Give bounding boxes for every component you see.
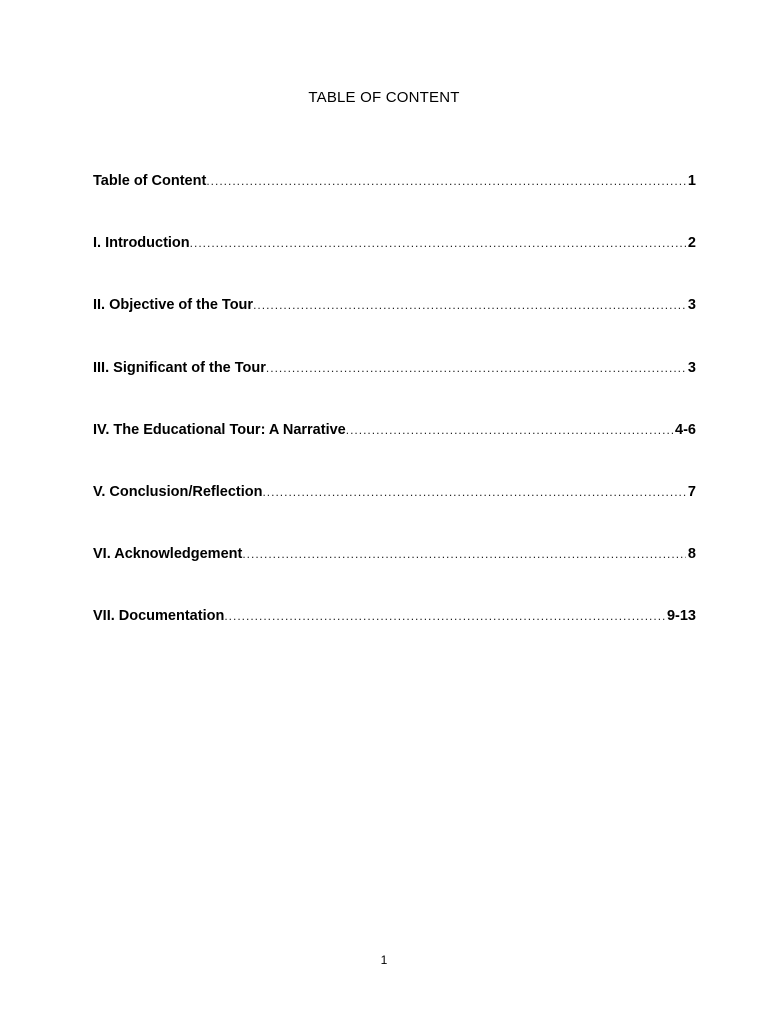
page-title: TABLE OF CONTENT	[308, 89, 460, 106]
dot-leader	[224, 606, 665, 626]
toc-entry-conclusion	[93, 482, 696, 544]
toc-entry-introduction	[93, 233, 696, 295]
toc-entry-significant	[93, 358, 696, 420]
toc-entry-label: II. Objective of the Tour	[93, 297, 254, 314]
toc-entry-page: 1	[687, 173, 696, 189]
table-of-contents	[93, 171, 696, 669]
toc-entry-label: V. Conclusion/Reflection	[93, 483, 263, 500]
toc-entry-label: VII. Documentation	[93, 608, 225, 625]
dot-leader	[262, 482, 685, 502]
toc-entry-label: I. Introduction	[93, 235, 190, 252]
toc-entry-page: 2	[687, 235, 696, 252]
dot-leader	[266, 358, 686, 378]
toc-entry-page: 8	[687, 546, 696, 563]
dot-leader	[206, 171, 686, 191]
toc-entry-narrative	[93, 420, 696, 482]
dot-leader	[242, 544, 686, 564]
toc-entry-page: 4-6	[675, 421, 696, 438]
dot-leader	[346, 420, 673, 440]
toc-entry-label: Table of Content	[93, 173, 207, 189]
toc-entry-page: 7	[687, 483, 696, 500]
dot-leader	[253, 295, 686, 315]
toc-entry-documentation	[93, 606, 696, 668]
toc-entry-label: IV. The Educational Tour: A Narrative	[93, 421, 346, 438]
toc-entry-page: 3	[687, 297, 696, 314]
toc-entry-page: 9-13	[666, 608, 696, 625]
toc-entry-objective	[93, 295, 696, 357]
toc-entry-page: 3	[687, 359, 696, 376]
dot-leader	[190, 233, 686, 253]
toc-entry-table-of-content	[93, 171, 696, 233]
footer-page-number: 1	[380, 953, 388, 967]
toc-entry-acknowledgement	[93, 544, 696, 606]
toc-entry-label: III. Significant of the Tour	[93, 359, 266, 376]
toc-entry-label: VI. Acknowledgement	[93, 546, 243, 563]
